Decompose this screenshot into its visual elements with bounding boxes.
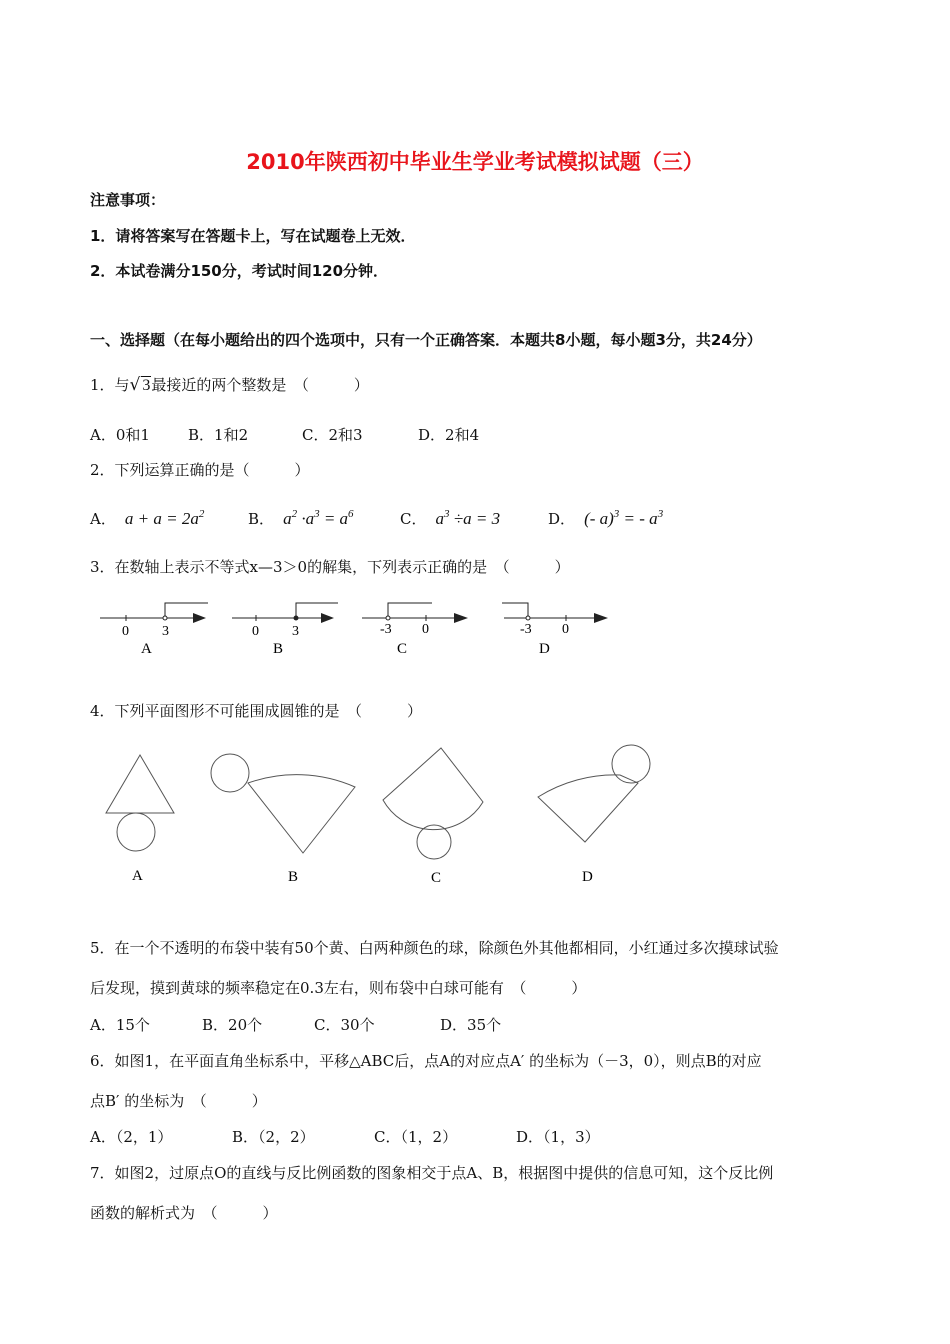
cone-net-c-letter: C bbox=[431, 870, 442, 882]
section-heading: 一、选择题（在每小题给出的四个选项中，只有一个正确答案．本题共8小题，每小题3分，共24分） bbox=[90, 331, 762, 349]
number-line-a bbox=[100, 603, 208, 657]
q2-option-d-letter: D． bbox=[548, 510, 576, 528]
number-line-c-letter: C bbox=[397, 641, 408, 657]
sqrt-icon: √ bbox=[129, 375, 141, 395]
question-4: 4．下列平面图形不可能围成圆锥的是 （ ） bbox=[90, 702, 423, 720]
q1-option-b: B．1和2 bbox=[188, 426, 249, 444]
number-line-c bbox=[362, 603, 468, 657]
question-5-line-2: 后发现，摸到黄球的频率稳定在0.3左右，则布袋中白球可能有 （ ） bbox=[90, 979, 587, 997]
question-7-line-1: 7．如图2，过原点O的直线与反比例函数的图象相交于点A、B，根据图中提供的信息可知，这个反比例 bbox=[90, 1164, 774, 1182]
number-line-a-label-3: 3 bbox=[162, 624, 169, 639]
cone-net-a bbox=[106, 755, 174, 851]
q2-option-a-letter: A． bbox=[90, 510, 116, 528]
q6-option-b: B．（2，2） bbox=[232, 1128, 315, 1146]
q2-option-c bbox=[400, 508, 500, 529]
q6-option-d: D．（1，3） bbox=[516, 1128, 600, 1146]
notice-item-1: 1．请将答案写在答题卡上，写在试题卷上无效． bbox=[90, 227, 416, 245]
q2-option-a-formula: $a + a = 2a^2$ bbox=[120, 508, 205, 528]
question-5-line-1: 5．在一个不透明的布袋中装有50个黄、白两种颜色的球，除颜色外其他都相同，小红通过多次摸球试验 bbox=[90, 939, 779, 957]
number-line-b-label-3: 3 bbox=[292, 624, 299, 639]
number-line-c-label-0: 0 bbox=[422, 622, 429, 637]
q5-option-a: A．15个 bbox=[90, 1016, 150, 1034]
cone-net-a-letter: A bbox=[132, 868, 143, 882]
cone-net-b-letter: B bbox=[288, 869, 299, 882]
cone-net-d-letter: D bbox=[582, 869, 593, 882]
question-6-line-2: 点B′ 的坐标为 （ ） bbox=[90, 1092, 267, 1110]
question-6-line-1: 6．如图1，在平面直角坐标系中，平移△ABC后，点A的对应点A′ 的坐标为（－3，0），则点B的对应 bbox=[90, 1052, 762, 1070]
question-1-suffix: 最接近的两个整数是 （ ） bbox=[151, 376, 369, 394]
q2-option-c-letter: C． bbox=[400, 510, 427, 528]
q5-option-d: D．35个 bbox=[440, 1016, 502, 1034]
number-line-a-letter: A bbox=[141, 641, 152, 657]
question-1-prefix: 1．与 bbox=[90, 376, 130, 394]
cone-net-d bbox=[538, 745, 650, 842]
number-line-c-label-neg3: -3 bbox=[380, 622, 392, 637]
notice-item-2: 2．本试卷满分150分，考试时间120分钟． bbox=[90, 262, 389, 280]
q5-option-b: B．20个 bbox=[202, 1016, 263, 1034]
number-line-d-letter: D bbox=[539, 641, 550, 657]
number-line-b bbox=[232, 603, 338, 657]
number-line-d-label-neg3: -3 bbox=[520, 622, 532, 637]
question-3: 3．在数轴上表示不等式x—3＞0的解集，下列表示正确的是 （ ） bbox=[90, 558, 570, 576]
q2-option-d bbox=[548, 508, 663, 529]
question-1-radicand: 3 bbox=[142, 377, 151, 394]
number-line-a-label-0: 0 bbox=[122, 624, 129, 639]
q2-option-b-formula: $a^2 \cdot a^3 = a^6$ bbox=[278, 508, 354, 528]
cone-net-c bbox=[383, 748, 483, 859]
notice-heading: 注意事项： bbox=[90, 191, 166, 209]
question-1 bbox=[90, 374, 369, 395]
q6-option-a: A．（2，1） bbox=[90, 1128, 173, 1146]
number-line-d bbox=[502, 603, 608, 657]
number-line-figures bbox=[90, 596, 630, 660]
q2-option-c-formula: $a^3 \div a = 3$ bbox=[431, 508, 501, 528]
q2-option-d-formula: (- a)$^3$ = - $a^3$ bbox=[579, 508, 664, 528]
number-line-d-label-0: 0 bbox=[562, 622, 569, 637]
q5-option-c: C．30个 bbox=[314, 1016, 375, 1034]
question-2: 2．下列运算正确的是（ ） bbox=[90, 461, 310, 479]
page-title: 2010年陕西初中毕业生学业考试模拟试题（三） bbox=[246, 150, 704, 174]
cone-net-figures bbox=[90, 740, 670, 882]
q1-option-c: C．2和3 bbox=[302, 426, 363, 444]
number-line-b-label-0: 0 bbox=[252, 624, 259, 639]
q1-option-a: A．0和1 bbox=[90, 426, 150, 444]
q2-option-b-letter: B． bbox=[248, 510, 275, 528]
q1-option-d: D．2和4 bbox=[418, 426, 480, 444]
cone-net-b bbox=[211, 754, 355, 853]
q2-option-b bbox=[248, 508, 354, 529]
number-line-b-letter: B bbox=[273, 641, 284, 657]
q2-option-a bbox=[90, 508, 204, 529]
q6-option-c: C．（1，2） bbox=[374, 1128, 458, 1146]
question-7-line-2: 函数的解析式为 （ ） bbox=[90, 1204, 278, 1222]
